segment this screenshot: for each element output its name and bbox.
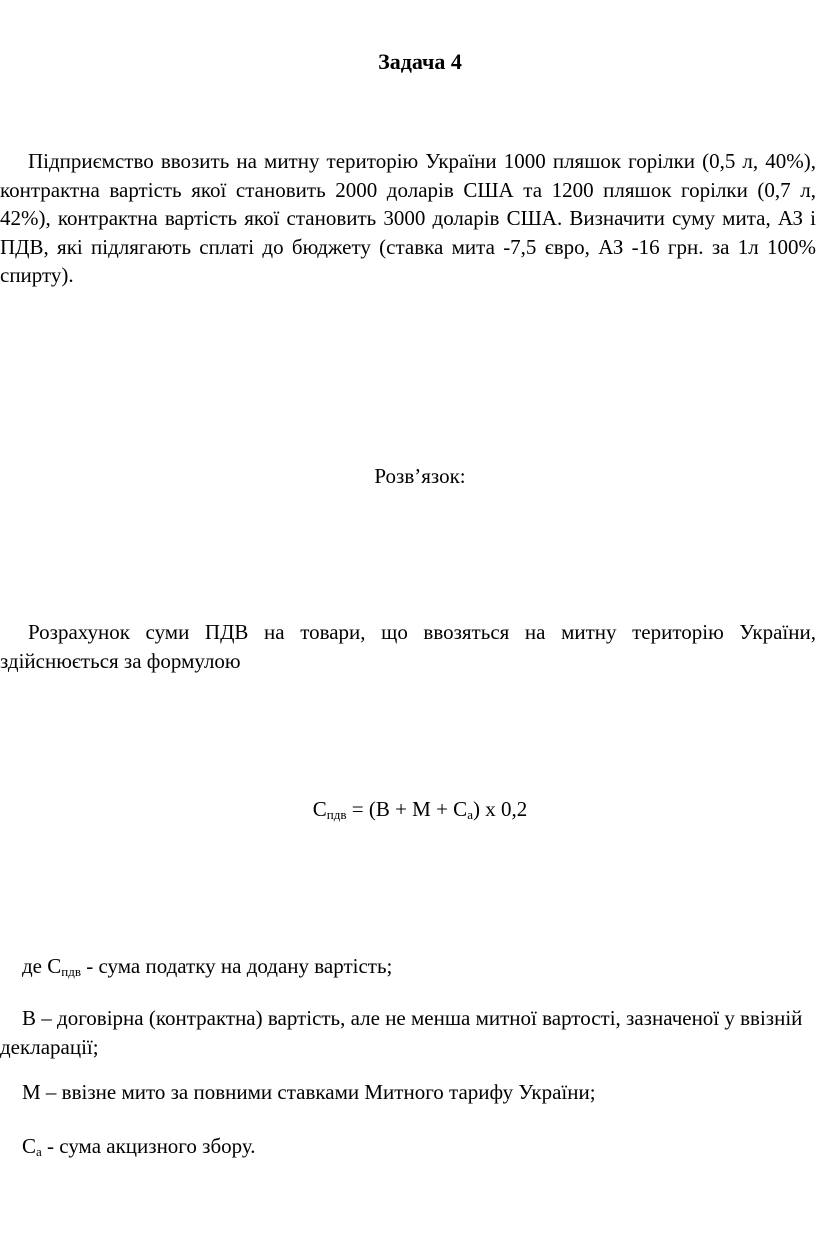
definition-vat-text: - сума податку на додану вартість; [80, 954, 393, 978]
problem-statement: Підприємство ввозить на митну територію України 1000 пляшок горілки (0,5 л, 40%), контрактна вартість якої становить 2000 доларів США та 1200 пляшок горілки (0,7 л, 42%), контрактна вартість якої становить 3000 доларів США. Визначити суму мита, АЗ і ПДВ, які підлягають сплаті до бюджету (ставка мита -7,5 євро, АЗ -16 грн. за 1л 100% спирту). [0, 149, 816, 287]
definition-vat-prefix: де С [22, 954, 62, 978]
definition-vat-subscript: пдв [61, 964, 81, 979]
task-title: Задача 4 [378, 49, 462, 74]
formula-a-subscript: а [467, 807, 473, 822]
solution-heading: Розв’язок: [374, 464, 466, 488]
definition-contract-value: В – договірна (контрактна) вартість, але не менша митної вартості, зазначеної у ввізній декларації; [0, 1006, 803, 1059]
formula-lhs-symbol: С [312, 797, 327, 821]
definition-excise-text: - сума акцизного збору. [41, 1134, 256, 1158]
calculation-intro: Розрахунок суми ПДВ на товари, що ввозяться на митну територію України, здійснюється за формулою [0, 620, 816, 673]
definition-import-duty: М – ввізне мито за повними ставками Митного тарифу України; [22, 1080, 596, 1104]
formula-lhs-subscript: пдв [326, 807, 347, 822]
formula-middle: = (В + М + С [346, 797, 468, 821]
definition-excise-subscript: а [36, 1144, 42, 1159]
definition-excise [0, 1132, 816, 1161]
definition-vat [0, 952, 816, 981]
definition-excise-prefix: С [22, 1134, 37, 1158]
formula-rhs: ) х 0,2 [472, 797, 528, 821]
vat-formula [0, 797, 816, 822]
